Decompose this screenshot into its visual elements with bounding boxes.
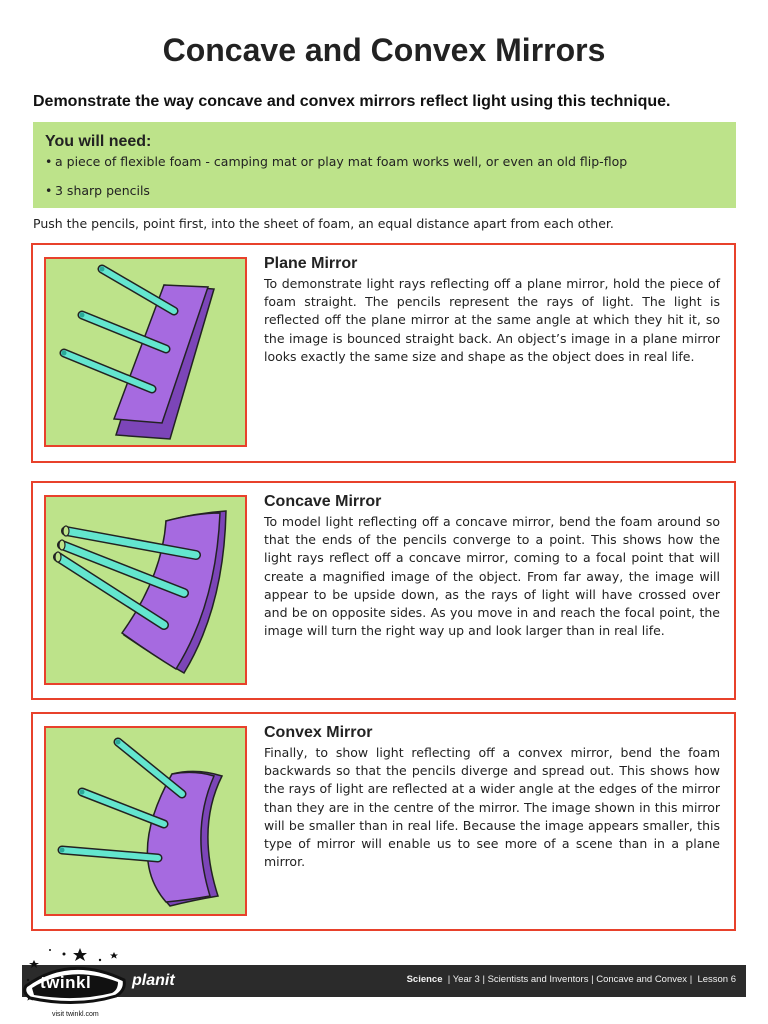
logo-text: twinkl: [40, 973, 92, 992]
visit-link[interactable]: visit twinkl.com: [52, 1011, 99, 1018]
page-title: Concave and Convex Mirrors: [162, 32, 606, 68]
plane-mirror-drawing: [46, 259, 245, 445]
card-heading: Convex Mirror: [264, 724, 373, 741]
card-body: To demonstrate light rays reflecting off a plane mirror, hold the piece of foam straight. The pencils represent the rays of light. The light is reflected off the plane mirror at the same angle at which they hit it, so the image is bounced straight back. An object’s image in a plane mirror looks exactly the same size and shape as the object does in real life.: [264, 276, 720, 364]
convex-mirror-illustration: [44, 726, 247, 916]
convex-mirror-drawing: [46, 728, 245, 914]
footer-subject: Science: [406, 974, 443, 985]
need-item: [45, 183, 150, 198]
instruction-text: Push the pencils, point first, into the sheet of foam, an equal distance apart from each other.: [33, 216, 614, 231]
you-will-need-title: You will need:: [45, 133, 152, 150]
footer-breadcrumb: [407, 974, 736, 985]
footer-topic: Concave and Convex: [596, 974, 688, 985]
footer-lesson: Lesson 6: [697, 974, 736, 985]
planit-logo-text: planit: [132, 972, 175, 989]
footer-separator: |: [482, 974, 485, 985]
footer-year: Year 3: [452, 974, 480, 985]
concave-mirror-illustration: [44, 495, 247, 685]
plane-mirror-card: [31, 243, 736, 463]
card-heading: Concave Mirror: [264, 493, 382, 510]
intro-text: Demonstrate the way concave and convex mirrors reflect light using this technique.: [33, 93, 671, 110]
twinkl-logo[interactable]: [20, 946, 190, 1018]
concave-mirror-drawing: [46, 497, 245, 683]
bullet-icon: •: [45, 183, 53, 198]
concave-mirror-card: [31, 481, 736, 700]
need-item-text: a piece of flexible foam - camping mat or play mat foam works well, or even an old flip-flop: [55, 154, 628, 169]
plane-mirror-illustration: [44, 257, 247, 447]
footer-separator: |: [447, 974, 451, 985]
footer-separator: |: [689, 974, 693, 985]
footer-separator: |: [591, 974, 594, 985]
card-heading: Plane Mirror: [264, 255, 358, 272]
need-item-text: 3 sharp pencils: [55, 183, 150, 198]
you-will-need-box: [33, 122, 736, 208]
card-body: Finally, to show light reflecting off a convex mirror, bend the foam backwards so that the pencils diverge and spread out. This shows how the rays of light are reflected at a wider angle at the edges of the mirror than they are in the centre of the mirror. The image shown in this mirror will be smaller than in real life. Because the image appears smaller, this type of mirror will enable us to see more of a scene than in a plane mirror.: [264, 745, 720, 870]
card-body: To model light reflecting off a concave mirror, bend the foam around so that the ends of the pencils converge to a point. This shows how the light rays reflect off a concave mirror, coming to a focal point that will create a magnified image of the object. From far away, the image will appear to be upside down, as the rays of light will have crossed over and be on opposite sides. As you move in and reach the focal point, the image will turn the right way up and look larger than in real life.: [264, 514, 720, 639]
footer-unit: Scientists and Inventors: [487, 974, 589, 985]
need-item: [45, 154, 627, 169]
bullet-icon: •: [45, 154, 53, 169]
convex-mirror-card: [31, 712, 736, 931]
